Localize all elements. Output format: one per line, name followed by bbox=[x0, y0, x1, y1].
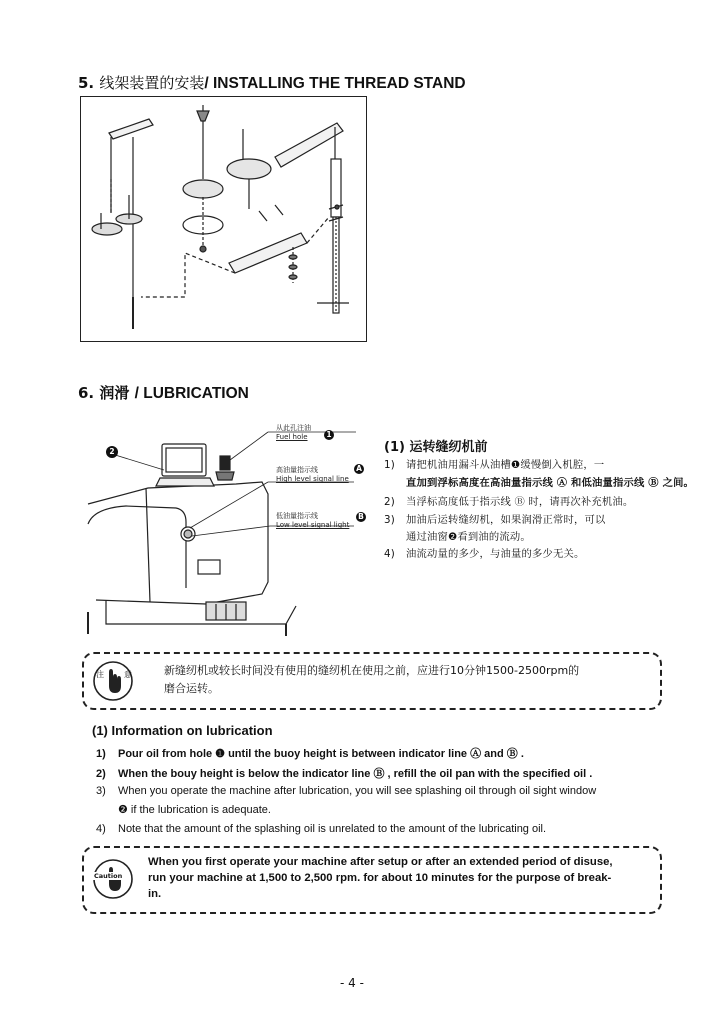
fuel-hole-label bbox=[276, 424, 311, 442]
lubrication-cn-item bbox=[384, 511, 605, 526]
lubrication-cn-item bbox=[384, 474, 694, 489]
fuel-hole-label-cn: 从此孔注油 bbox=[276, 424, 311, 432]
lubrication-en-item bbox=[96, 823, 546, 835]
notice-cn-text bbox=[164, 662, 579, 698]
lubrication-en-title: (1) Information on lubrication bbox=[92, 723, 273, 738]
item-text: 加油后运转缝纫机，如果润滑正常时，可以 bbox=[406, 514, 606, 526]
high-level-marker: A bbox=[354, 464, 364, 474]
sewing-machine-illustration bbox=[86, 424, 376, 636]
item-text: 通过油窗❷看到油的流动。 bbox=[406, 531, 531, 543]
section6-number: 6. bbox=[78, 384, 95, 402]
lubrication-en-item bbox=[96, 765, 592, 781]
high-level-label-cn: 高油量指示线 bbox=[276, 466, 318, 474]
notice-cn-box bbox=[82, 652, 662, 710]
notice-icon-label-left: 注 bbox=[96, 670, 104, 679]
lubrication-cn-item bbox=[384, 528, 531, 543]
item-number: 1) bbox=[96, 748, 106, 760]
fuel-hole-marker: 1 bbox=[324, 430, 334, 440]
thread-stand-figure bbox=[80, 96, 367, 342]
caution-en-box bbox=[82, 846, 662, 914]
section6-heading bbox=[78, 382, 249, 403]
lubrication-en-item bbox=[96, 803, 271, 816]
section5-number: 5. bbox=[78, 74, 95, 92]
section5-heading bbox=[78, 72, 466, 93]
lubrication-en-item bbox=[96, 785, 596, 797]
lubrication-cn-item bbox=[384, 545, 584, 560]
notice-hand-icon bbox=[92, 660, 134, 702]
item-text: ❷ if the lubrication is adequate. bbox=[118, 804, 271, 816]
item-number: 4) bbox=[96, 823, 106, 835]
item-text: Note that the amount of the splashing oil is unrelated to the amount of the lubricating oil. bbox=[118, 823, 547, 835]
caution-en-line1: When you first operate your machine after setup or after an extended period of disuse, bbox=[148, 856, 613, 868]
lubrication-figure bbox=[86, 424, 376, 636]
caution-en-text bbox=[148, 854, 613, 902]
lubrication-en-item bbox=[96, 745, 524, 761]
lubrication-cn-item bbox=[384, 456, 604, 471]
item-text: When the bouy height is below the indicator line Ⓑ , refill the oil pan with the specified oil . bbox=[118, 768, 593, 780]
section5-title-cn: 线架装置的安装 bbox=[99, 74, 205, 92]
item-text: 油流动量的多少，与油量的多少无关。 bbox=[406, 548, 585, 560]
section6-title-cn: 润滑 bbox=[99, 384, 130, 402]
low-level-label bbox=[276, 512, 349, 530]
thread-stand-illustration bbox=[81, 97, 366, 341]
notice-icon-label-right: 意 bbox=[124, 670, 132, 679]
oil-window-marker: 2 bbox=[106, 446, 118, 458]
item-text: 请把机油用漏斗从油槽❶缓慢倒入机腔，一 bbox=[406, 459, 605, 471]
notice-cn-line1: 新缝纫机或较长时间没有使用的缝纫机在使用之前，应进行10分钟1500-2500rpm的 bbox=[164, 664, 580, 677]
item-number: 2) bbox=[384, 496, 395, 508]
caution-en-line2: run your machine at 1,500 to 2,500 rpm. for about 10 minutes for the purpose of break- bbox=[148, 872, 612, 884]
low-level-label-en: Low level signal light bbox=[276, 521, 350, 529]
section6-title-en: / LUBRICATION bbox=[134, 385, 249, 402]
high-level-label-en: High level signal line bbox=[276, 475, 349, 483]
item-number: 1) bbox=[384, 459, 395, 471]
caution-icon-label: Caution bbox=[94, 872, 123, 880]
item-text: When you operate the machine after lubrication, you will see splashing oil through oil sight window bbox=[118, 785, 597, 797]
item-number: 3) bbox=[96, 785, 106, 797]
page-number: - 4 - bbox=[340, 976, 364, 990]
caution-en-line3: in. bbox=[148, 888, 162, 900]
item-text: 当浮标高度低于指示线 Ⓑ 时，请再次补充机油。 bbox=[406, 496, 634, 508]
notice-cn-line2: 磨合运转。 bbox=[164, 682, 219, 695]
low-level-marker: B bbox=[356, 512, 366, 522]
low-level-label-cn: 低油量指示线 bbox=[276, 512, 318, 520]
item-text: Pour oil from hole ❶ until the buoy height is between indicator line Ⓐ and Ⓑ . bbox=[118, 748, 524, 760]
lubrication-cn-title: (1) 运转缝纫机前 bbox=[384, 440, 488, 455]
item-number: 2) bbox=[96, 768, 106, 780]
item-text: 直加到浮标高度在高油量指示线 Ⓐ 和低油量指示线 Ⓑ 之间。 bbox=[406, 477, 695, 489]
item-number: 3) bbox=[384, 514, 395, 526]
section5-title-en: / INSTALLING THE THREAD STAND bbox=[204, 75, 466, 92]
item-number: 4) bbox=[384, 548, 395, 560]
fuel-hole-label-en: Fuel hole bbox=[276, 433, 308, 441]
lubrication-cn-item bbox=[384, 493, 633, 508]
high-level-label bbox=[276, 466, 349, 484]
